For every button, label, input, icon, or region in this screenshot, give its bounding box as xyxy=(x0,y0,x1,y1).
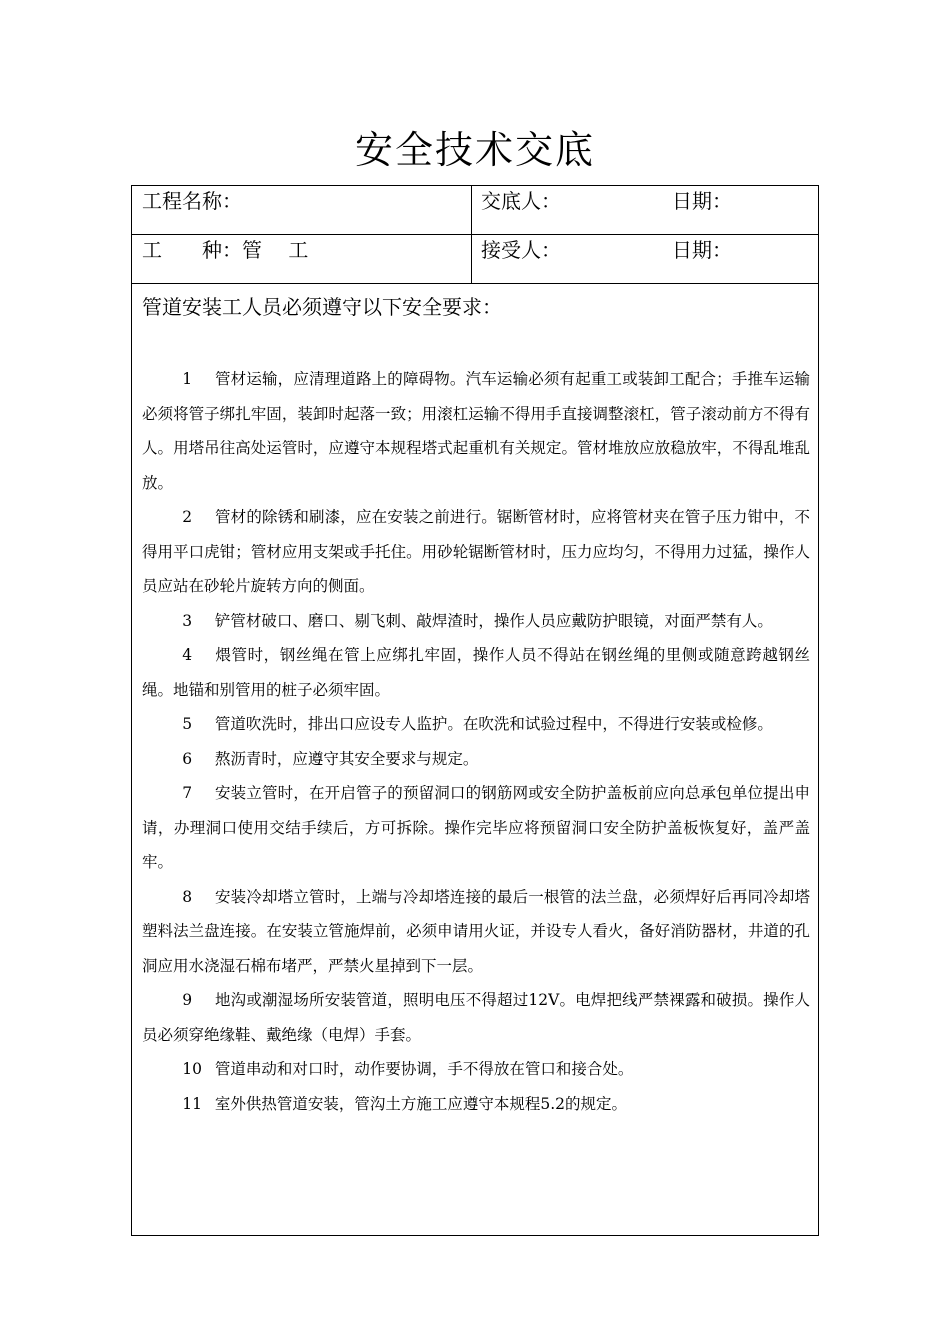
project-name-label: 工程名称： xyxy=(142,189,242,213)
requirement-item xyxy=(142,1087,810,1122)
requirement-item xyxy=(142,776,810,880)
header-row-1 xyxy=(132,186,818,235)
item-text: 室外供热管道安装，管沟土方施工应遵守本规程5.2的规定。 xyxy=(214,1094,627,1113)
item-text: 铲管材破口、磨口、剔飞刺、敲焊渣时，操作人员应戴防护眼镜，对面严禁有人。 xyxy=(214,611,773,630)
item-number: 4 xyxy=(182,646,193,664)
requirement-item xyxy=(142,362,810,500)
item-text: 安装冷却塔立管时，上端与冷却塔连接的最后一根管的法兰盘，必须焊好后再同冷却塔塑料法兰盘连接。在安装立管施焊前，必须申请用火证，并设专人看火，备好消防器材，井道的孔洞应用水浇湿石棉布堵严，严禁火星掉到下一层。 xyxy=(142,887,810,975)
requirement-item xyxy=(142,604,810,639)
item-number: 2 xyxy=(182,508,193,526)
item-number: 5 xyxy=(182,715,193,733)
requirements-list xyxy=(142,362,810,1121)
discloser-label: 交底人： xyxy=(481,189,561,213)
requirement-item xyxy=(142,500,810,604)
item-text: 管材运输，应清理道路上的障碍物。汽车运输必须有起重工或装卸工配合；手推车运输必须将管子绑扎牢固，装卸时起落一致；用滚杠运输不得用手直接调整滚杠，管子滚动前方不得有人。用塔吊往高处运管时，应遵守本规程塔式起重机有关规定。管材堆放应放稳放牢，不得乱堆乱放。 xyxy=(142,370,810,492)
requirement-item xyxy=(142,983,810,1052)
trade-label: 工 种：管 工 xyxy=(142,238,309,262)
requirement-item xyxy=(142,880,810,984)
header-row-2 xyxy=(132,235,818,284)
item-text: 熬沥青时，应遵守其安全要求与规定。 xyxy=(214,749,479,768)
date-label-2: 日期： xyxy=(672,238,732,262)
item-number: 11 xyxy=(182,1094,203,1113)
date-label-1: 日期： xyxy=(672,189,732,213)
item-number: 8 xyxy=(182,887,193,906)
item-number: 3 xyxy=(182,611,193,630)
requirement-item xyxy=(142,1052,810,1087)
requirement-item xyxy=(142,742,810,777)
item-text: 管道吹洗时，排出口应设专人监护。在吹洗和试验过程中，不得进行安装或检修。 xyxy=(214,715,773,733)
item-number: 6 xyxy=(182,749,193,768)
item-text: 安装立管时，在开启管子的预留洞口的钢筋网或安全防护盖板前应向总承包单位提出申请，办理洞口使用交结手续后，方可拆除。操作完毕应将预留洞口安全防护盖板恢复好，盖严盖牢。 xyxy=(142,784,810,871)
item-text: 地沟或潮湿场所安装管道，照明电压不得超过12V。电焊把线严禁裸露和破损。操作人员必须穿绝缘鞋、戴绝缘（电焊）手套。 xyxy=(142,991,810,1044)
item-text: 煨管时，钢丝绳在管上应绑扎牢固，操作人员不得站在钢丝绳的里侧或随意跨越钢丝绳。地锚和别管用的桩子必须牢固。 xyxy=(142,646,810,699)
item-number: 10 xyxy=(182,1060,203,1078)
item-number: 1 xyxy=(182,370,193,388)
receiver-label: 接受人： xyxy=(481,238,561,262)
requirement-item xyxy=(142,638,810,707)
item-text: 管材的除锈和刷漆，应在安装之前进行。锯断管材时，应将管材夹在管子压力钳中，不得用平口虎钳；管材应用支架或手托住。用砂轮锯断管材时，压力应均匀，不得用力过猛，操作人员应站在砂轮片旋转方向的侧面。 xyxy=(142,508,810,595)
requirement-item xyxy=(142,707,810,742)
column-divider xyxy=(471,186,472,284)
disclosure-form xyxy=(131,185,819,1236)
item-text: 管道串动和对口时，动作要协调，手不得放在管口和接合处。 xyxy=(214,1060,634,1078)
intro-text: 管道安装工人员必须遵守以下安全要求： xyxy=(142,295,502,319)
document-title: 安全技术交底 xyxy=(354,128,595,172)
item-number: 7 xyxy=(182,784,193,802)
item-number: 9 xyxy=(182,991,193,1009)
